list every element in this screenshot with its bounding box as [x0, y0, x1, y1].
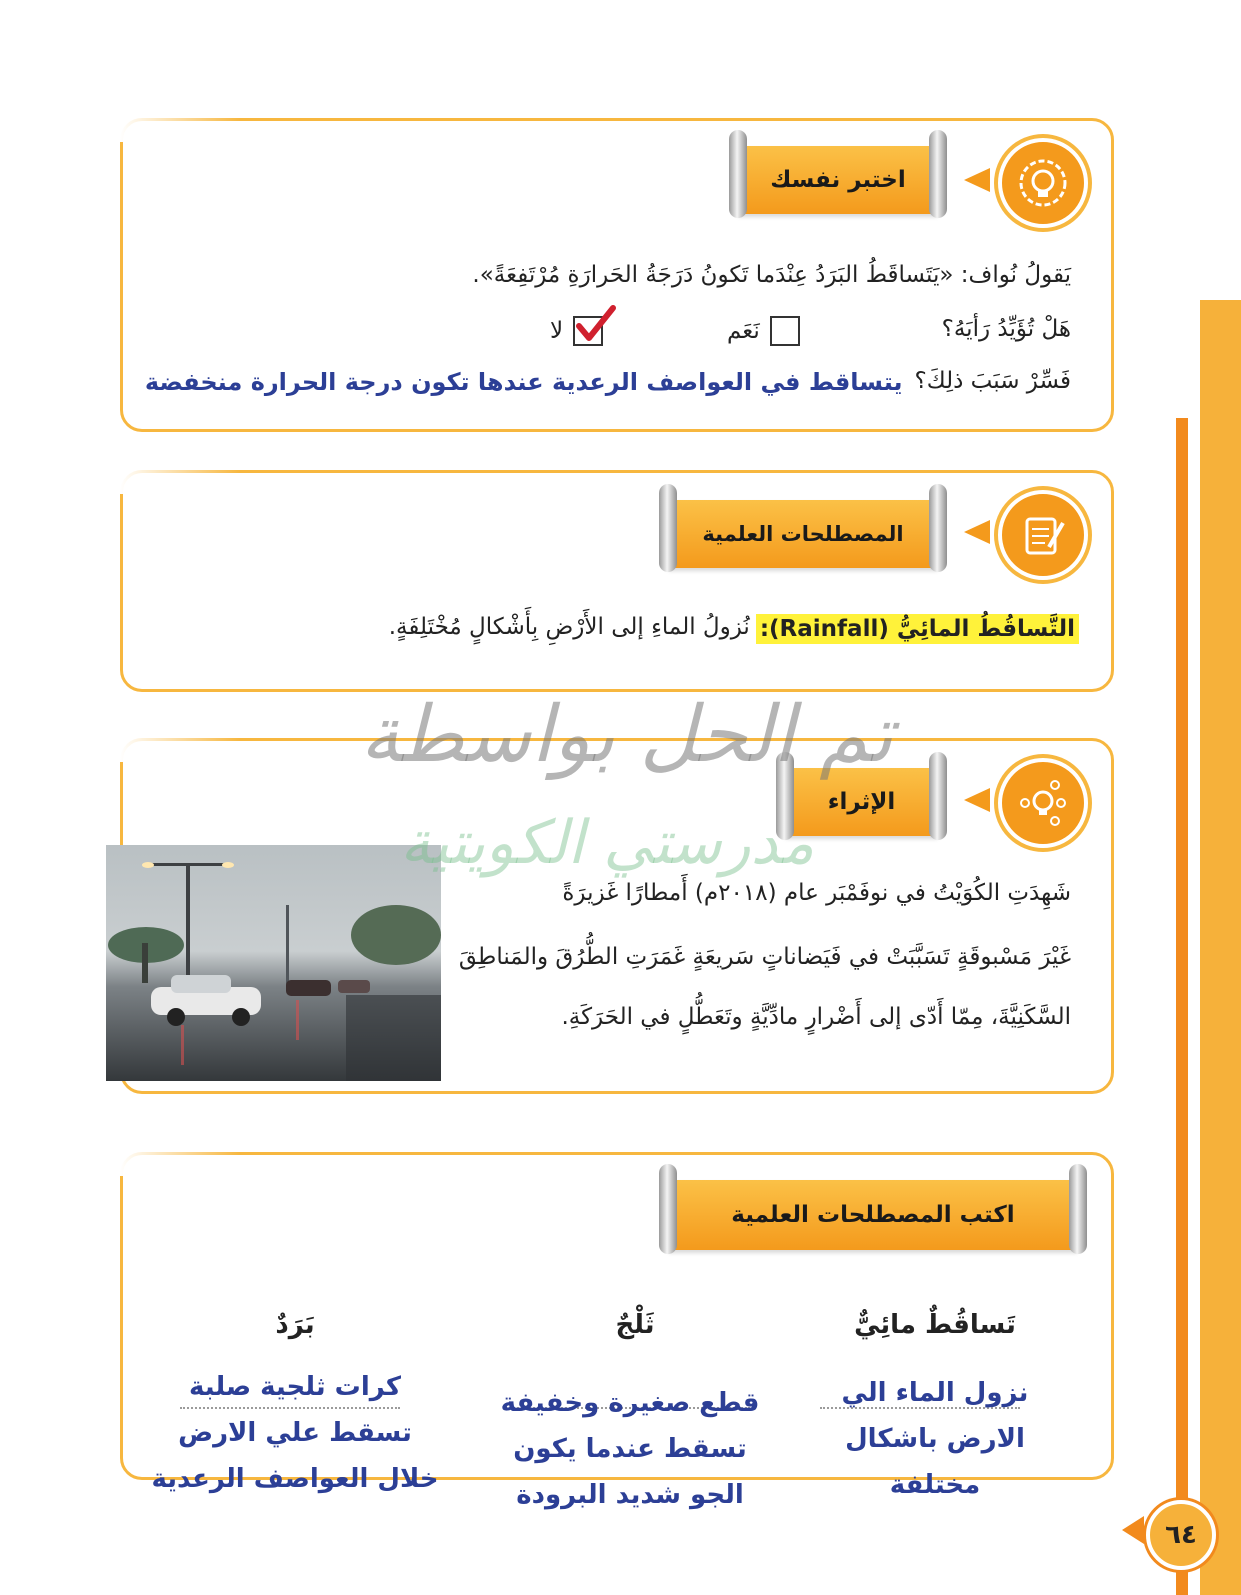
enrichment-badge — [998, 758, 1088, 848]
answer-1-line-2: الارض باشكال — [845, 1424, 1025, 1454]
answer-2-line-2: تسقط عندما يكون — [513, 1434, 747, 1464]
checkmark-icon — [573, 304, 617, 344]
answer-1 — [810, 1370, 1060, 1508]
answer-2 — [480, 1380, 780, 1518]
explain-label: فَسِّرْ سَبَبَ ذلِكَ؟ — [914, 368, 1071, 394]
option-no[interactable] — [550, 316, 603, 346]
enrichment-line-2: غَيْرَ مَسْبوقَةٍ تَسَبَّبَتْ في فَيَضاناتٍ سَريعَةٍ غَمَرَتِ الطُّرُقَ والمَناطِقَ — [458, 944, 1071, 970]
term-definition-row — [389, 614, 1079, 644]
page-pointer — [1122, 1516, 1144, 1544]
answer-1-line-1: نزول الماء الي — [841, 1378, 1029, 1408]
answer-2-line-1: قطع صغيرة وخفيفة — [500, 1388, 760, 1418]
lightbulb-network-icon — [1015, 775, 1071, 831]
watermark-line-2: مدرستي الكويتية — [400, 808, 815, 878]
pointer-arrow — [964, 788, 990, 812]
yes-checkbox[interactable] — [770, 316, 800, 346]
enrichment-line-3: السَّكَنِيَّةَ، مِمّا أَدّى إلى أَضْرارٍ مادِّيَّةٍ وتَعَطُّلٍ في الحَرَكَةِ. — [561, 1004, 1071, 1030]
answer-3-line-1: كرات ثلجية صلبة — [188, 1372, 402, 1402]
gear-bulb-icon — [1015, 155, 1071, 211]
answer-3-line-2: تسقط علي الارض — [178, 1418, 412, 1448]
statement-text: يَقولُ نُواف: «يَتَساقَطُ البَرَدُ عِنْدَما تَكونُ دَرَجَةُ الحَرارَةِ مُرْتَفِعَةً». — [472, 262, 1071, 288]
test-yourself-banner — [737, 146, 939, 214]
option-yes-label: نَعَم — [727, 318, 760, 344]
option-no-label: لا — [550, 318, 564, 344]
explain-answer: يتساقط في العواصف الرعدية عندها تكون درجة الحرارة منخفضة — [144, 368, 903, 396]
term-3: بَرَدٌ — [275, 1310, 315, 1340]
side-stripe — [1200, 300, 1241, 1595]
answer-3 — [120, 1364, 470, 1502]
terms-badge — [998, 490, 1088, 580]
question-text: هَلْ تُؤَيِّدُ رَأيَهُ؟ — [941, 316, 1071, 342]
notepad-pen-icon — [1015, 507, 1071, 563]
answer-1-line-3: مختلفة — [889, 1470, 981, 1500]
test-yourself-badge — [998, 138, 1088, 228]
write-terms-banner — [667, 1180, 1079, 1250]
terms-banner — [667, 500, 939, 568]
test-yourself-title: اختبر نفسك — [770, 167, 906, 193]
explain-row — [145, 368, 1071, 396]
write-terms-title: اكتب المصطلحات العلمية — [731, 1202, 1015, 1228]
enrichment-title: الإثراء — [827, 789, 896, 815]
page-number: ٦٤ — [1146, 1500, 1216, 1570]
answer-2-line-3: الجو شديد البرودة — [516, 1480, 744, 1510]
answer-3-line-3: خلال العواصف الرعدية — [151, 1464, 439, 1494]
no-checkbox[interactable] — [573, 316, 603, 346]
term-1: تَساقُطٌ مائِيٌّ — [854, 1310, 1016, 1340]
watermark-line-1: تم الحل بواسطة — [360, 690, 893, 780]
side-stripe-inner — [1176, 418, 1188, 1595]
pointer-arrow — [964, 168, 990, 192]
rainy-street-photo — [106, 845, 441, 1081]
enrichment-line-1: شَهِدَتِ الكُوَيْتُ في نوفَمْبَر عام (٢٠١٨م) أَمطارًا غَزيرَةً — [562, 880, 1071, 906]
pointer-arrow — [964, 520, 990, 544]
terms-title: المصطلحات العلمية — [702, 522, 904, 546]
term-definition: نُزولُ الماءِ إلى الأَرْضِ بِأَشْكالٍ مُخْتَلِفَةٍ. — [388, 614, 750, 640]
term-2: ثَلْجٌ — [615, 1310, 655, 1340]
terms-panel — [120, 470, 1114, 692]
option-yes[interactable] — [727, 316, 800, 346]
term-highlight: التَّساقُطُ المائِيُّ (Rainfall): — [756, 614, 1079, 644]
